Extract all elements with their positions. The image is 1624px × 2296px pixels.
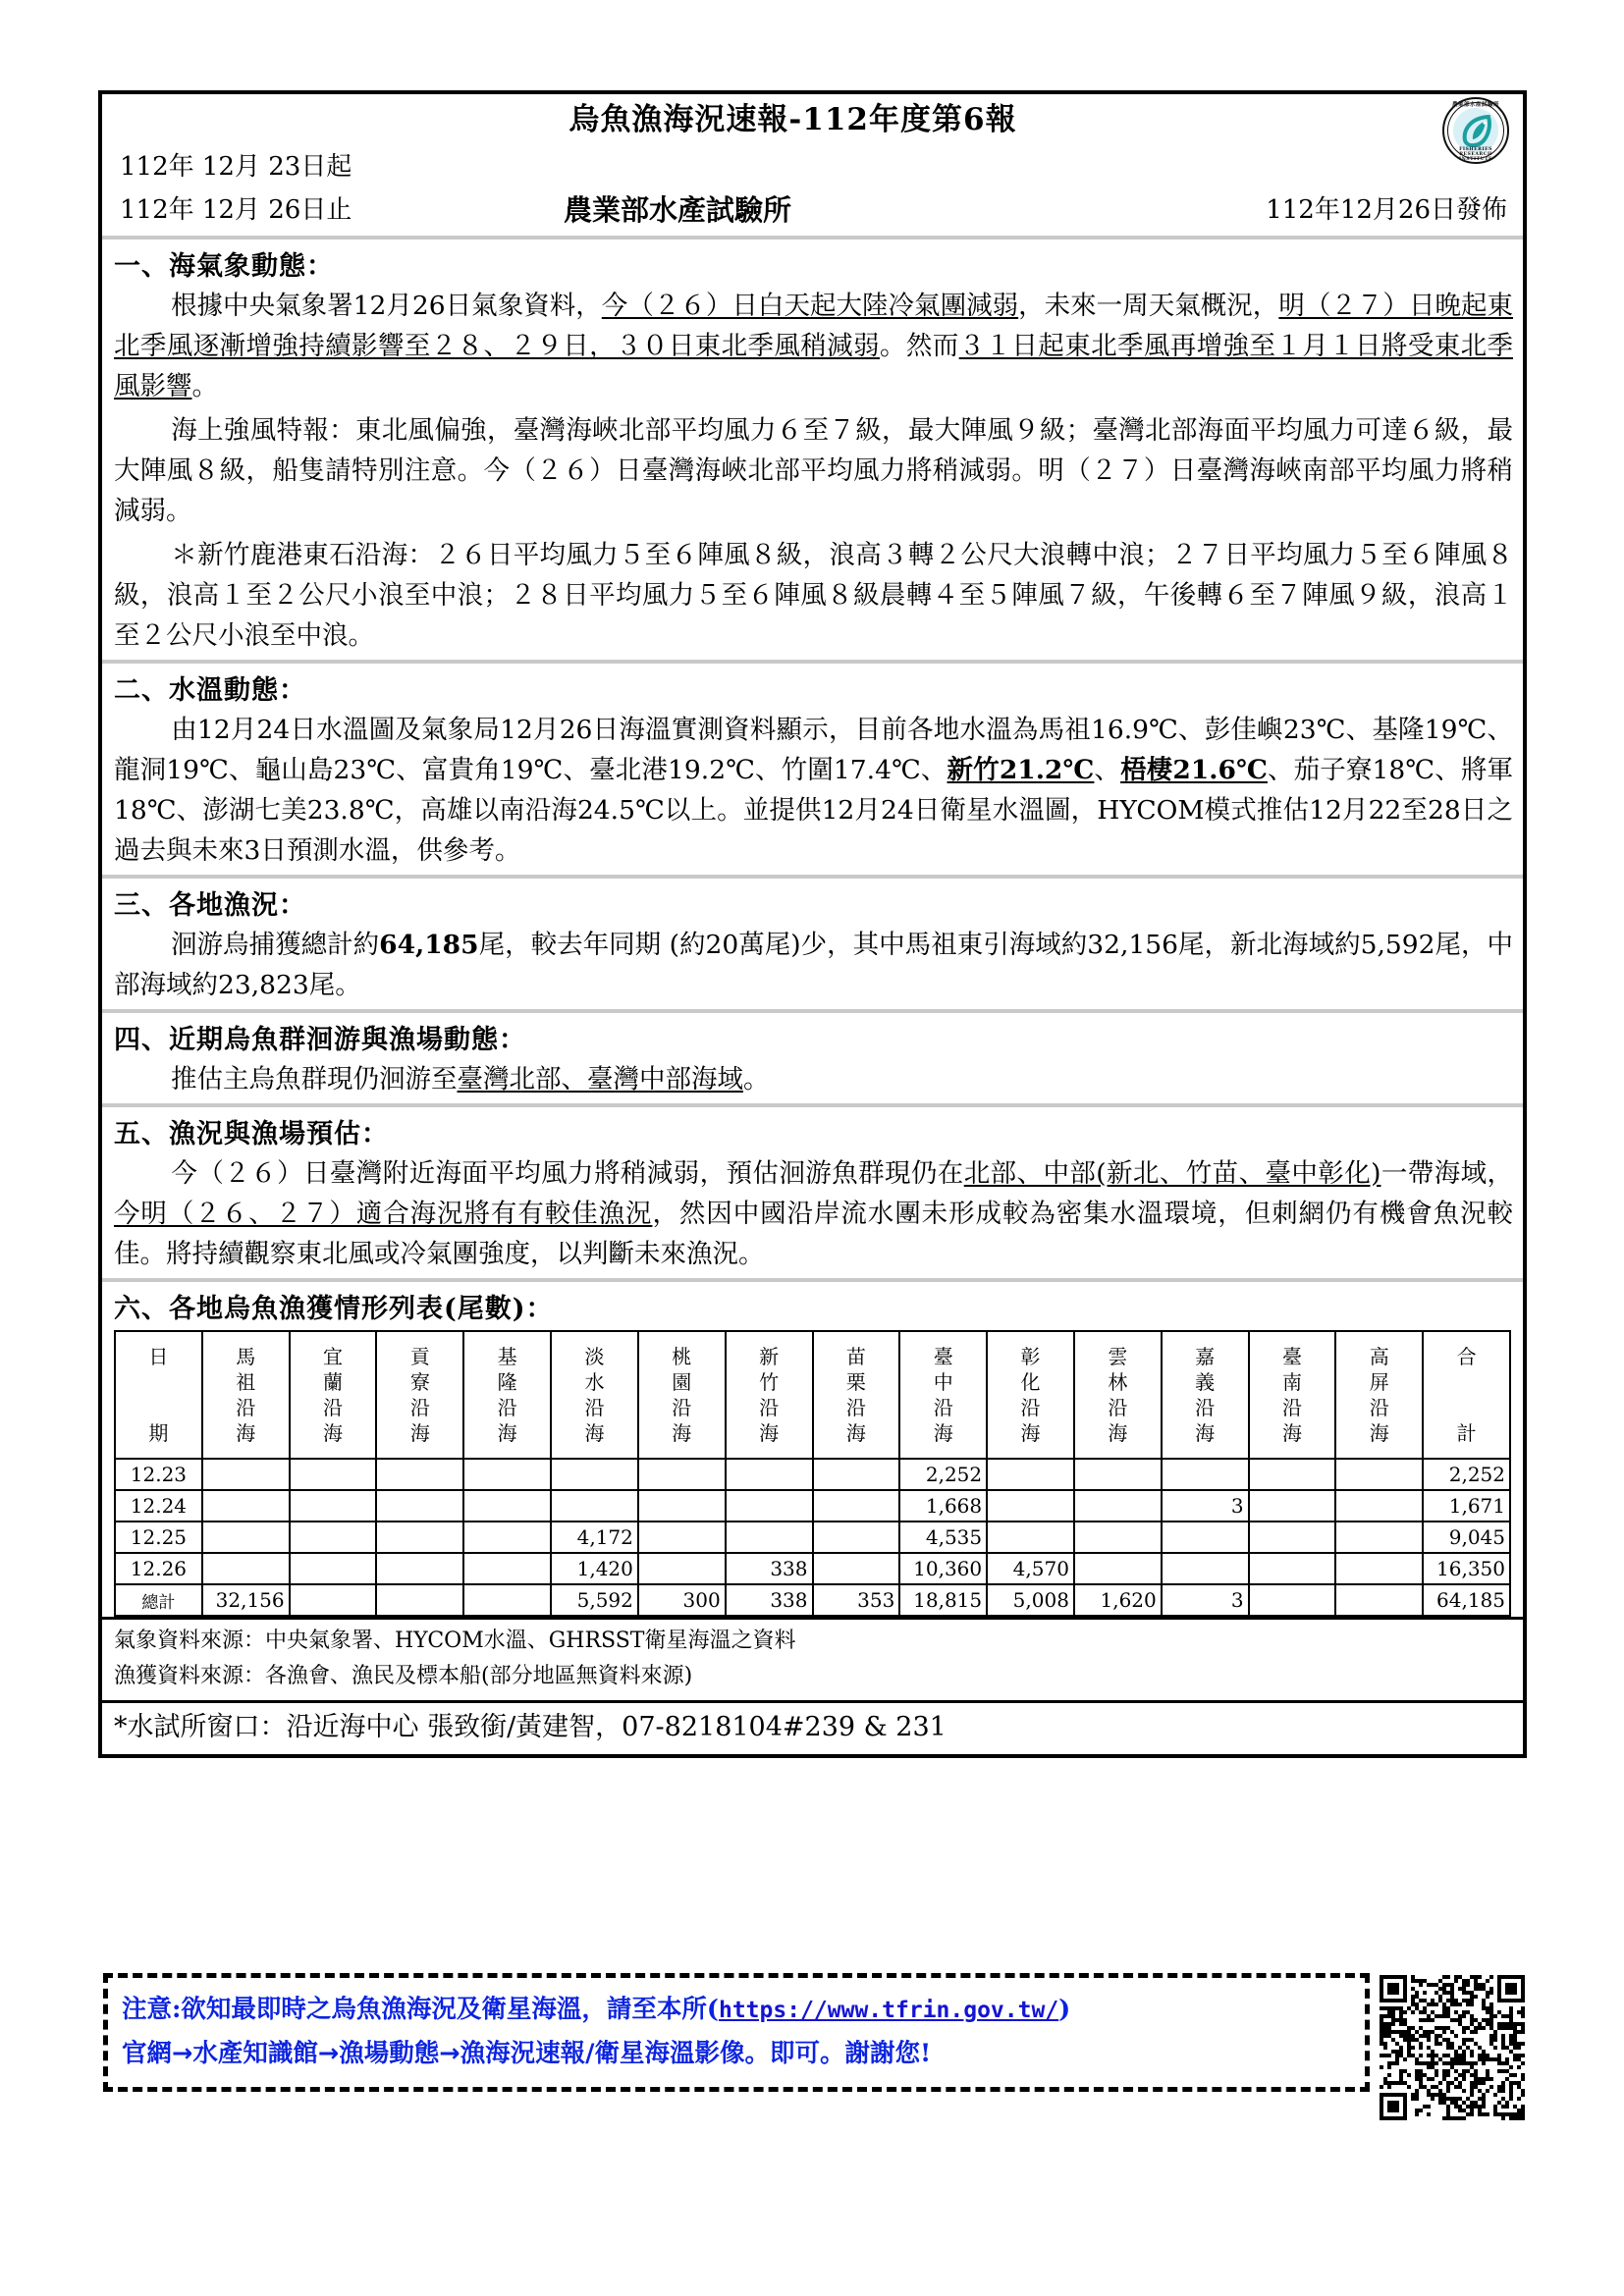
cell-empty	[987, 1459, 1074, 1490]
s1p1-b: ，未來一周天氣概況，	[1018, 291, 1279, 321]
section-4-heading: 四、近期烏魚群洄游與漁場動態：	[114, 1025, 526, 1055]
cell-empty	[463, 1459, 551, 1490]
notice-line-1-tail: )	[1058, 1995, 1071, 2024]
notice-path-tail: 。即可。謝謝您!	[744, 2039, 932, 2068]
section-6-heading: 六、各地烏魚漁獲情形列表(尾數)：	[114, 1294, 554, 1324]
col-header-char: 海	[845, 1421, 866, 1445]
cell-value: 32,156	[202, 1584, 290, 1616]
col-header-char: 沿	[497, 1396, 517, 1419]
s2p1-a: 由12月24日水溫圖及氣象局12月26日海溫實測資料顯示，目前各地水溫為馬祖16.9℃、彭佳嶼23℃、基隆19℃、龍洞19℃、龜山島23℃、富貴角19℃、臺北港19.2℃、竹圍17.4℃、	[114, 715, 1513, 785]
cell-value: 1,620	[1074, 1584, 1162, 1616]
table-col-header-10	[987, 1331, 1074, 1459]
col-header-char: 海	[1195, 1421, 1216, 1445]
col-header-char: 沿	[933, 1396, 953, 1419]
col-header-char	[1424, 1369, 1509, 1395]
col-header-char: 沿	[1281, 1396, 1302, 1419]
cell-value: 4,535	[899, 1522, 987, 1553]
cell-empty	[813, 1553, 900, 1584]
cell-value: 1,420	[551, 1553, 638, 1584]
section-3-paragraph-1	[102, 925, 1523, 1009]
col-header-char: 義	[1195, 1370, 1216, 1394]
cell-empty	[290, 1459, 377, 1490]
cell-empty	[1162, 1553, 1249, 1584]
col-header-char: 沿	[1195, 1396, 1216, 1419]
cell-empty	[1249, 1584, 1336, 1616]
section-2-heading: 二、水溫動態：	[114, 675, 306, 706]
cell-empty	[290, 1584, 377, 1616]
cell-value: 1,671	[1423, 1490, 1510, 1522]
cell-empty	[376, 1584, 463, 1616]
arrow-right-icon: →	[317, 2039, 340, 2068]
col-header-char: 海	[409, 1421, 430, 1445]
s1p1-u2: 明（２７）日晚起東北季風逐漸增強持續影響至２８、２９日，３０日東北季風稍減弱	[114, 291, 1514, 361]
col-header-char: 沿	[409, 1396, 430, 1419]
catch-table	[114, 1330, 1511, 1617]
cell-value: 338	[726, 1553, 813, 1584]
table-col-header-15	[1423, 1331, 1510, 1459]
notice-path-item: 官網	[122, 2039, 173, 2068]
table-row	[115, 1522, 1510, 1553]
cell-value: 353	[813, 1584, 900, 1616]
table-col-header-11	[1074, 1331, 1162, 1459]
table-col-header-9	[899, 1331, 987, 1459]
cell-empty	[463, 1584, 551, 1616]
cell-empty	[1074, 1490, 1162, 1522]
s4p1-a: 推估主烏魚群現仍洄游至	[171, 1064, 458, 1095]
col-header-char: 沿	[1020, 1396, 1041, 1419]
cell-empty	[638, 1490, 726, 1522]
s5p1-c: ，然因中國沿岸流水團未形成較為密集水溫環境，但刺網仍有機會魚況較佳。將持續觀察東北風或冷氣團強度，以判斷未來漁況。	[114, 1199, 1514, 1269]
col-header-char: 屏	[1369, 1370, 1389, 1394]
col-header-char: 彰	[1020, 1345, 1041, 1368]
col-header-char: 桃	[672, 1345, 692, 1368]
table-col-header-2	[290, 1331, 377, 1459]
row-date: 12.26	[115, 1553, 202, 1584]
section-1-paragraph-3	[102, 535, 1523, 660]
table-col-header-14	[1335, 1331, 1423, 1459]
cell-empty	[1335, 1490, 1423, 1522]
cell-empty	[202, 1459, 290, 1490]
col-header-char	[116, 1395, 201, 1420]
cell-value: 4,570	[987, 1553, 1074, 1584]
total-catch-value: 64,185	[379, 930, 479, 960]
s5p1-a: 今（２６）日臺灣附近海面平均風力將稍減弱，預估洄游魚群現仍在	[171, 1158, 964, 1189]
table-col-header-6	[638, 1331, 726, 1459]
section-4-paragraph-1	[102, 1059, 1523, 1103]
col-header-char: 栗	[845, 1370, 866, 1394]
seal-text-top: 農業部水產試驗所	[1451, 101, 1499, 108]
col-header-char: 高	[1369, 1345, 1389, 1368]
weather-data-source: 氣象資料來源：中央氣象署、HYCOM水溫、GHRSST衛星海溫之資料	[114, 1629, 796, 1653]
cell-empty	[1074, 1522, 1162, 1553]
col-header-char: 馬	[236, 1345, 256, 1368]
cell-value: 3	[1162, 1584, 1249, 1616]
col-header-char: 海	[933, 1421, 953, 1445]
col-header-char: 海	[672, 1421, 692, 1445]
col-header-char: 淡	[584, 1345, 605, 1368]
data-sources	[102, 1617, 1523, 1700]
cell-empty	[726, 1490, 813, 1522]
col-header-char: 沿	[845, 1396, 866, 1419]
cell-empty	[1074, 1553, 1162, 1584]
cell-value: 1,668	[899, 1490, 987, 1522]
s4p1-b: 。	[743, 1064, 770, 1095]
qr-code	[1380, 1975, 1525, 2120]
table-row	[115, 1553, 1510, 1584]
cell-empty	[376, 1522, 463, 1553]
cell-empty	[551, 1459, 638, 1490]
table-header-row	[115, 1331, 1510, 1459]
cell-empty	[290, 1553, 377, 1584]
s2p1-highlight-hsinchu: 新竹21.2℃	[947, 755, 1095, 785]
cell-empty	[987, 1490, 1074, 1522]
col-header-char: 雲	[1108, 1345, 1128, 1368]
cell-empty	[202, 1553, 290, 1584]
cell-empty	[1162, 1522, 1249, 1553]
cell-empty	[376, 1490, 463, 1522]
col-header-char: 海	[323, 1421, 344, 1445]
cell-empty	[1249, 1553, 1336, 1584]
s1p3-text: ＊新竹鹿港東石沿海：２６日平均風力５至６陣風８級，浪高３轉２公尺大浪轉中浪；２７日平均風力５至６陣風８級，浪高１至２公尺小浪至中浪；２８日平均風力５至６陣風８級晨轉４至５陣風７級，午後轉６至７陣風９級，浪高１至２公尺小浪至中浪。	[114, 540, 1513, 651]
organization-name: 農業部水產試驗所	[564, 193, 792, 227]
col-header-char: 計	[1456, 1421, 1477, 1445]
cell-empty	[987, 1522, 1074, 1553]
cell-value: 10,360	[899, 1553, 987, 1584]
col-header-char: 南	[1281, 1370, 1302, 1394]
s1p2-text: 海上強風特報：東北風偏強，臺灣海峽北部平均風力６至７級，最大陣風９級；臺灣北部海面平均風力可達６級，最大陣風８級，船隻請特別注意。今（２６）日臺灣海峽北部平均風力將稍減弱。明（２７）日臺灣海峽南部平均風力將稍減弱。	[114, 415, 1513, 526]
seal-text-bottom: FISHERIES RESEARCH INSTITUTE	[1458, 146, 1493, 162]
table-col-header-3	[376, 1331, 463, 1459]
col-header-char: 海	[1108, 1421, 1128, 1445]
section-1-heading: 一、海氣象動態：	[114, 251, 334, 282]
s5p1-underlined-area: 北部、中部(新北、竹苗、臺中彰化)	[963, 1158, 1381, 1189]
col-header-char: 水	[584, 1370, 605, 1394]
cell-empty	[202, 1522, 290, 1553]
table-col-header-1	[202, 1331, 290, 1459]
contact-line: *水試所窗口：沿近海中心 張致銜/黃建智，07-8218104#239 & 231	[102, 1700, 1523, 1754]
notice-box	[103, 1973, 1370, 2092]
cell-empty	[463, 1490, 551, 1522]
row-date: 總計	[115, 1584, 202, 1616]
col-header-char: 化	[1020, 1370, 1041, 1394]
col-header-char: 海	[1281, 1421, 1302, 1445]
cell-value: 16,350	[1423, 1553, 1510, 1584]
col-header-char: 海	[497, 1421, 517, 1445]
s2p1-b: 、茄子寮18℃、將軍18℃、澎湖七美23.8℃，高雄以南沿海24.5℃以上。並提供12月24日衛星水溫圖，HYCOM模式推估12月22至28日之過去與未來3日預測水溫，供參考。	[114, 755, 1514, 866]
s1p1-u1: 今（２６）日白天起大陸冷氣團減弱	[601, 291, 1019, 321]
cell-value: 2,252	[1423, 1459, 1510, 1490]
s3p1-a: 洄游烏捕獲總計約	[171, 930, 380, 960]
s1p1-a: 根據中央氣象署12月26日氣象資料，	[171, 291, 602, 321]
s1p1-u3: ３１日起東北季風再增強至１月１日將受東北季風影響	[114, 331, 1514, 401]
title-bar	[102, 94, 1523, 162]
col-header-char: 寮	[409, 1370, 430, 1394]
col-header-char: 林	[1108, 1370, 1128, 1394]
table-col-header-13	[1249, 1331, 1336, 1459]
col-header-char: 祖	[236, 1370, 256, 1394]
arrow-right-icon: →	[172, 2039, 193, 2068]
cell-value: 300	[638, 1584, 726, 1616]
cell-empty	[1335, 1522, 1423, 1553]
s1p1-d: 。	[191, 371, 218, 401]
cell-value: 2,252	[899, 1459, 987, 1490]
cell-empty	[463, 1553, 551, 1584]
notice-path-item: 漁場動態	[339, 2039, 440, 2068]
publish-date: 112年12月26日發佈	[1266, 195, 1507, 225]
section-5-paragraph-1	[102, 1153, 1523, 1278]
cell-empty	[290, 1522, 377, 1553]
page-title: 烏魚漁海況速報-112年度第6報	[568, 102, 1017, 137]
s2p1-sep: 、	[1094, 755, 1121, 785]
col-header-char: 新	[759, 1345, 780, 1368]
cell-empty	[813, 1490, 900, 1522]
cell-empty	[1074, 1459, 1162, 1490]
col-header-char: 蘭	[323, 1370, 344, 1394]
notice-line-1-text: 注意:欲知最即時之烏魚漁海況及衛星海溫，請至本所(	[122, 1995, 719, 2024]
cell-value: 5,008	[987, 1584, 1074, 1616]
row-date: 12.23	[115, 1459, 202, 1490]
table-col-header-12	[1162, 1331, 1249, 1459]
cell-empty	[813, 1459, 900, 1490]
table-row	[115, 1584, 1510, 1616]
cell-value: 5,592	[551, 1584, 638, 1616]
s4p1-underlined-area: 臺灣北部、臺灣中部海域	[457, 1064, 743, 1095]
col-header-char	[1424, 1395, 1509, 1420]
table-col-header-5	[551, 1331, 638, 1459]
col-header-char: 宜	[323, 1345, 344, 1368]
cell-empty	[638, 1522, 726, 1553]
col-header-char: 海	[584, 1421, 605, 1445]
col-header-char: 海	[1020, 1421, 1041, 1445]
cell-empty	[1249, 1459, 1336, 1490]
col-header-char: 隆	[497, 1370, 517, 1394]
table-row	[115, 1459, 1510, 1490]
date-to: 112年 12月 26日止	[120, 195, 352, 225]
col-header-char: 海	[236, 1421, 256, 1445]
table-row	[115, 1490, 1510, 1522]
s1p1-c: 。然而	[879, 331, 959, 361]
cell-value: 338	[726, 1584, 813, 1616]
s3p1-c: 尾，較去年同期 (約20萬尾)少，其中馬祖東引海域約32,156尾，新北海域約5,592尾，中部海域約23,823尾。	[114, 930, 1513, 1000]
col-header-char	[116, 1369, 201, 1395]
cell-empty	[551, 1490, 638, 1522]
cell-value: 4,172	[551, 1522, 638, 1553]
col-header-char: 日	[148, 1345, 169, 1368]
arrow-right-icon: →	[439, 2039, 460, 2068]
col-header-char: 貢	[409, 1345, 430, 1368]
table-col-header-0	[115, 1331, 202, 1459]
cell-empty	[1249, 1490, 1336, 1522]
cell-empty	[1335, 1553, 1423, 1584]
cell-empty	[813, 1522, 900, 1553]
col-header-char: 嘉	[1195, 1345, 1216, 1368]
cell-empty	[726, 1459, 813, 1490]
col-header-char: 苗	[845, 1345, 866, 1368]
col-header-char: 沿	[1369, 1396, 1389, 1419]
col-header-char: 基	[497, 1345, 517, 1368]
cell-empty	[1335, 1459, 1423, 1490]
fish-icon	[1459, 112, 1494, 149]
cell-empty	[726, 1522, 813, 1553]
col-header-char: 園	[672, 1370, 692, 1394]
col-header-char: 中	[933, 1370, 953, 1394]
cell-empty	[463, 1522, 551, 1553]
notice-path-item: 水產知識館	[192, 2039, 318, 2068]
cell-empty	[1162, 1459, 1249, 1490]
col-header-char: 沿	[672, 1396, 692, 1419]
cell-value: 3	[1162, 1490, 1249, 1522]
col-header-char: 海	[759, 1421, 780, 1445]
cell-empty	[1249, 1522, 1336, 1553]
section-1-paragraph-2	[102, 410, 1523, 535]
col-header-char: 合	[1456, 1345, 1477, 1368]
section-3-heading: 三、各地漁況：	[114, 890, 306, 921]
notice-line-2	[122, 2032, 1351, 2075]
table-col-header-7	[726, 1331, 813, 1459]
table-col-header-4	[463, 1331, 551, 1459]
cell-empty	[1335, 1584, 1423, 1616]
cell-value: 64,185	[1423, 1584, 1510, 1616]
cell-value: 9,045	[1423, 1522, 1510, 1553]
catch-data-source: 漁獲資料來源：各漁會、漁民及標本船(部分地區無資料來源)	[114, 1664, 693, 1688]
col-header-char: 竹	[759, 1370, 780, 1394]
date-from: 112年 12月 23日起	[120, 152, 352, 182]
col-header-char: 臺	[933, 1345, 953, 1368]
col-header-char: 海	[1369, 1421, 1389, 1445]
col-header-char: 沿	[323, 1396, 344, 1419]
col-header-char: 沿	[1108, 1396, 1128, 1419]
tfrin-website-link[interactable]: https://www.tfrin.gov.tw/	[718, 1998, 1059, 2023]
cell-empty	[376, 1459, 463, 1490]
s5p1-underlined-forecast: 今明（２６、２７）適合海況將有有較佳漁況	[114, 1199, 653, 1229]
cell-empty	[202, 1490, 290, 1522]
s5p1-b: 一帶海域，	[1380, 1158, 1514, 1189]
row-date: 12.25	[115, 1522, 202, 1553]
cell-empty	[638, 1553, 726, 1584]
report-header	[102, 145, 1523, 236]
col-header-char: 臺	[1281, 1345, 1302, 1368]
section-5-heading: 五、漁況與漁場預估：	[114, 1119, 389, 1149]
section-1-paragraph-1	[102, 286, 1523, 410]
col-header-char: 沿	[236, 1396, 256, 1419]
report-container	[98, 90, 1527, 1758]
cell-empty	[376, 1553, 463, 1584]
notice-line-1	[122, 1988, 1351, 2032]
cell-empty	[290, 1490, 377, 1522]
table-col-header-8	[813, 1331, 900, 1459]
col-header-char: 沿	[759, 1396, 780, 1419]
section-2-paragraph-1	[102, 710, 1523, 875]
col-header-char: 期	[148, 1421, 169, 1445]
cell-empty	[638, 1459, 726, 1490]
cell-value: 18,815	[899, 1584, 987, 1616]
row-date: 12.24	[115, 1490, 202, 1522]
col-header-char: 沿	[584, 1396, 605, 1419]
notice-path-item: 漁海況速報/衛星海溫影像	[460, 2039, 745, 2068]
s2p1-highlight-wuqi: 梧棲21.6℃	[1120, 755, 1268, 785]
